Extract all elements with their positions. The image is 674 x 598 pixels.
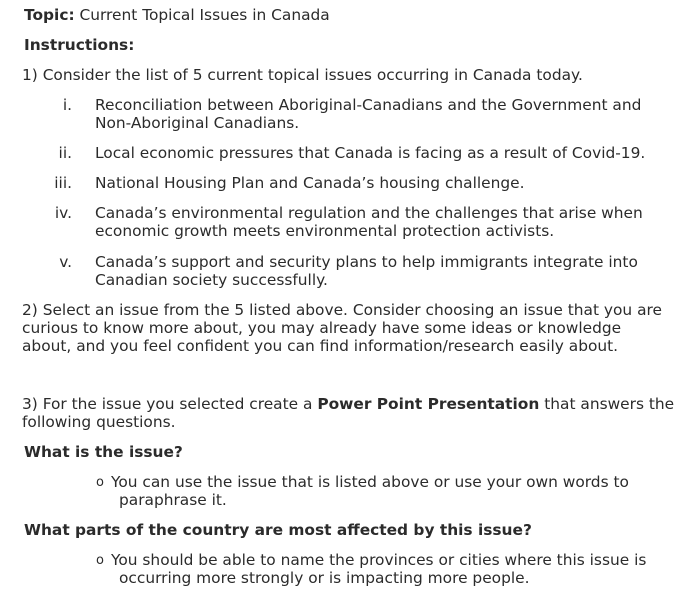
topic-line xyxy=(24,7,330,24)
question-heading: What is the issue? xyxy=(24,443,183,461)
instructions-heading: Instructions: xyxy=(24,36,135,54)
issue-number: ii. xyxy=(58,144,72,162)
question-heading: What parts of the country are most affected by this issue? xyxy=(24,521,532,539)
bullet-icon: o xyxy=(96,553,104,568)
issue-text-line2: Non-Aboriginal Canadians. xyxy=(95,114,300,132)
issue-text-line1: Canada’s environmental regulation and the challenges that arise when xyxy=(95,204,643,222)
issue-number: iv. xyxy=(54,204,72,222)
issue-text-line1: Reconciliation between Aboriginal-Canadians and the Government and xyxy=(95,96,642,114)
step-3-bold: Power Point Presentation xyxy=(317,395,540,413)
step-1-text: 1) Consider the list of 5 current topical issues occurring in Canada today. xyxy=(22,66,583,84)
step-3-line2: following questions. xyxy=(22,413,176,431)
question-bullet-line1: You should be able to name the provinces or cities where this issue is xyxy=(111,551,647,569)
step-2-line2: curious to know more about, you may already have some ideas or knowledge xyxy=(22,319,622,337)
step-2-line3: about, and you feel confident you can find information/research easily about. xyxy=(22,337,619,355)
step-3-line1 xyxy=(22,396,674,413)
question-bullet-line2: paraphrase it. xyxy=(119,491,227,509)
bullet-icon: o xyxy=(96,475,104,490)
step-2-line1: 2) Select an issue from the 5 listed above. Consider choosing an issue that you are xyxy=(22,301,662,319)
issue-number: iii. xyxy=(54,174,72,192)
question-bullet-line2: occurring more strongly or is impacting more people. xyxy=(119,569,530,587)
topic-value: Current Topical Issues in Canada xyxy=(74,6,330,24)
issue-text-line1: National Housing Plan and Canada’s housing challenge. xyxy=(95,174,525,192)
issue-text-line2: Canadian society successfully. xyxy=(95,271,328,289)
step-3-prefix: 3) For the issue you selected create a xyxy=(22,395,318,413)
step-3-suffix: that answers the xyxy=(539,395,674,413)
issue-number: v. xyxy=(59,253,72,271)
issue-text-line2: economic growth meets environmental protection activists. xyxy=(95,222,555,240)
issue-text-line1: Local economic pressures that Canada is facing as a result of Covid-19. xyxy=(95,144,646,162)
question-bullet-line1: You can use the issue that is listed above or use your own words to xyxy=(111,473,629,491)
issue-text-line1: Canada’s support and security plans to help immigrants integrate into xyxy=(95,253,638,271)
issue-number: i. xyxy=(62,96,72,114)
topic-label: Topic: xyxy=(24,6,75,24)
